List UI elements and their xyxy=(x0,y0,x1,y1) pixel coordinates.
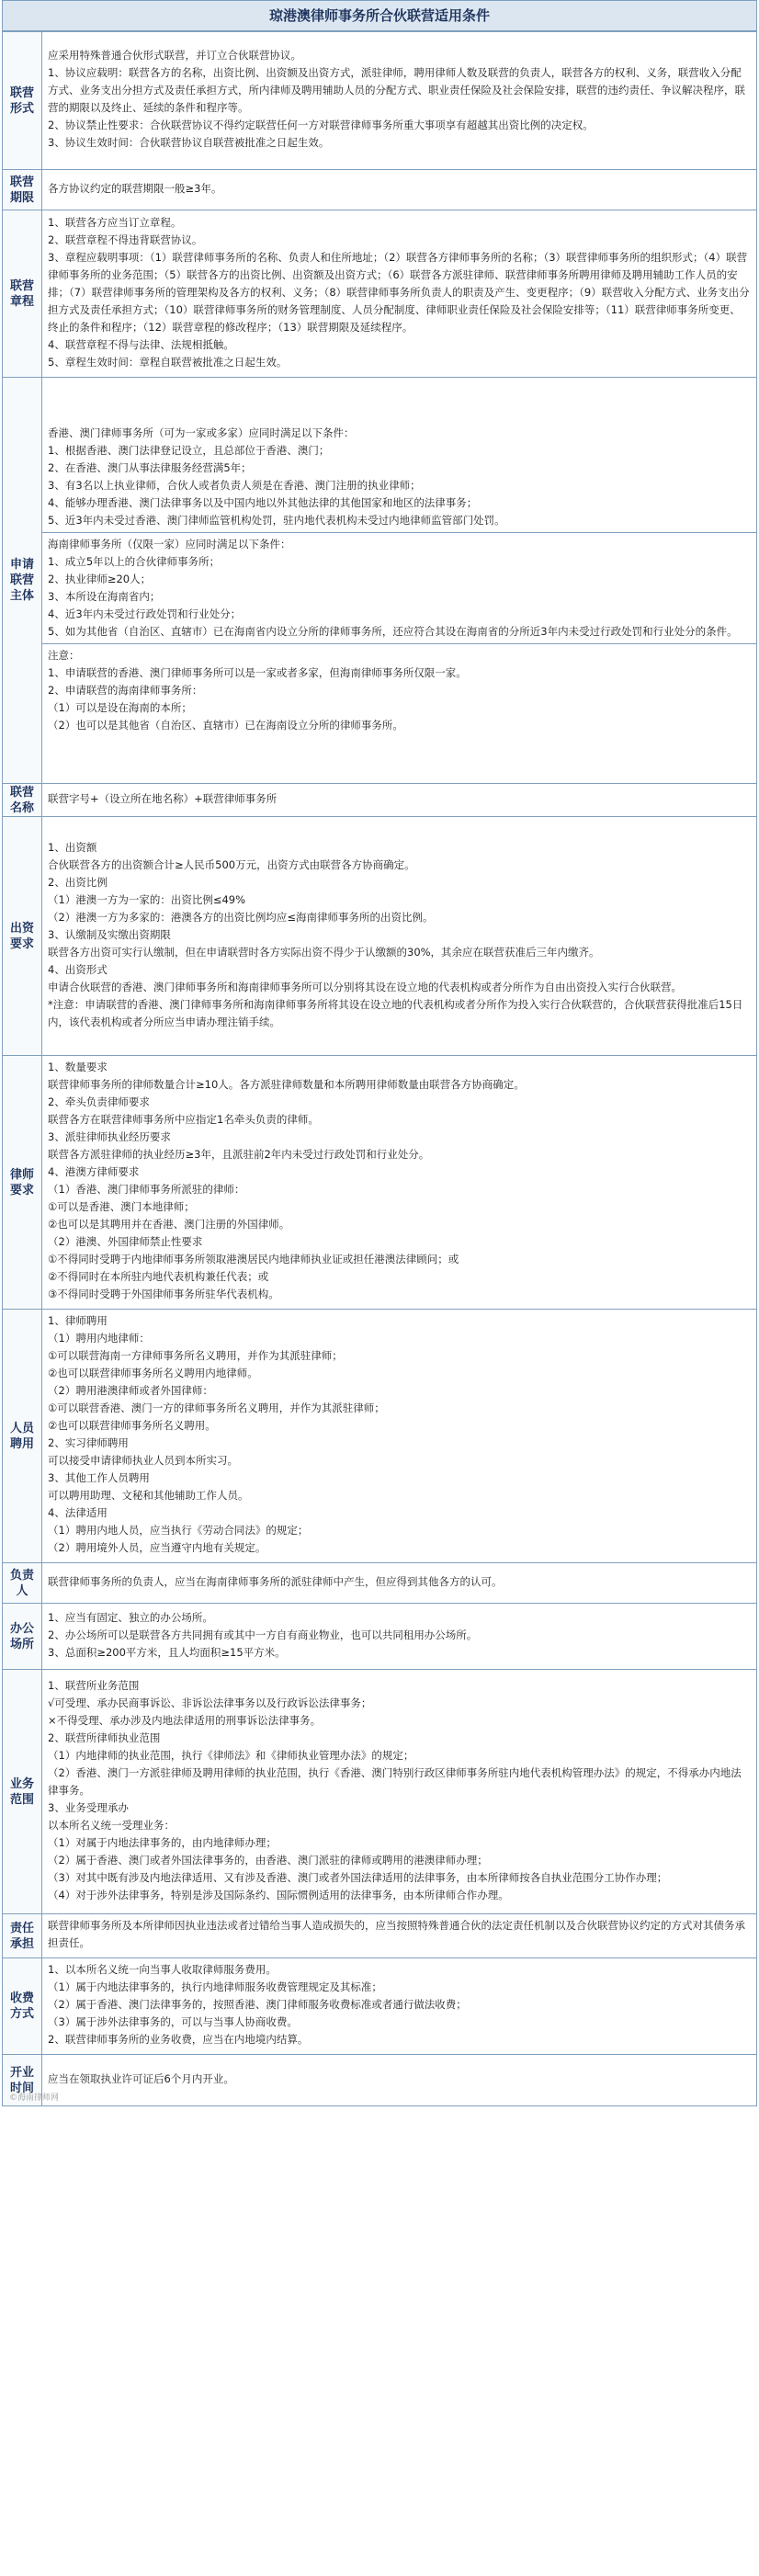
section-label-text: 责任承担 xyxy=(9,1921,34,1951)
content-line: 可以接受申请律师执业人员到本所实习。 xyxy=(48,1454,238,1467)
content-block xyxy=(42,180,756,200)
content-block xyxy=(42,1677,756,1907)
section-label xyxy=(3,817,42,1056)
content-line: 4、出资形式 xyxy=(48,962,108,976)
section-content xyxy=(42,784,757,817)
content-line: （3）对其中既有涉及内地法律适用、又有涉及香港、澳门或者外国法律适用的法律事务，由本所律师按各自执业范围分工协作办理； xyxy=(48,1870,668,1884)
content-line: 2、办公场所可以是联营各方共同拥有或其中一方自有商业物业，也可以共同租用办公场所。 xyxy=(48,1628,478,1641)
content-line: 联营律师事务所及本所律师因执业违法或者过错给当事人造成损失的，应当按照特殊普通合伙的法定责任机制以及合伙联营协议约定的方式对其债务承担责任。 xyxy=(48,1919,745,1949)
section-label xyxy=(3,1604,42,1670)
content-line: 2、执业律师≥20人； xyxy=(48,572,152,585)
content-block xyxy=(42,839,756,1034)
content-line: （1）聘用内地人员，应当执行《劳动合同法》的规定； xyxy=(48,1524,309,1537)
section-content xyxy=(42,1056,757,1310)
content-line: （2）也可以是其他省（自治区、直辖市）已在海南设立分所的律师事务所。 xyxy=(48,718,403,732)
content-line: （2）港澳一方为多家的：港澳各方的出资比例均应≤海南律师事务所的出资比例。 xyxy=(48,910,434,924)
content-line: 4、近3年内未受过行政处罚和行业处分； xyxy=(48,607,242,620)
content-line: ②也可以是其聘用并在香港、澳门注册的外国律师。 xyxy=(48,1218,290,1231)
content-line: 1、应当有固定、独立的办公场所。 xyxy=(48,1610,213,1624)
content-line: 3、认缴制及实缴出资期限 xyxy=(48,927,171,941)
content-line: 联营各方在联营律师事务所中应指定1名牵头负责的律师。 xyxy=(48,1113,319,1126)
content-line: 联营律师事务所的负责人，应当在海南律师事务所的派驻律师中产生，但应得到其他各方的认可。 xyxy=(48,1574,503,1588)
content-line: ①不得同时受聘于内地律师事务所领取港澳居民内地律师执业证或担任港澳法律顾问；或 xyxy=(48,1253,459,1265)
content-line: 香港、澳门律师事务所（可为一家或多家）应同时满足以下条件： xyxy=(48,426,355,439)
document-page xyxy=(2,0,757,2106)
section-label xyxy=(3,32,42,170)
content-line: 3、业务受理承办 xyxy=(48,1800,129,1814)
content-line: 可以聘用助理、文秘和其他辅助工作人员。 xyxy=(48,1489,249,1502)
content-line: 各方协议约定的联营期限一般≥3年。 xyxy=(48,181,222,195)
content-line: （1）聘用内地律师： xyxy=(48,1332,150,1345)
content-line: （1）内地律师的执业范围，执行《律师法》和《律师执业管理办法》的规定； xyxy=(48,1748,414,1762)
section-row xyxy=(3,1056,757,1310)
section-label xyxy=(3,1958,42,2055)
content-line: （1）属于内地法律事务的，执行内地律师服务收费管理规定及其标准； xyxy=(48,1980,382,1993)
content-line: （1）对属于内地法律事务的，由内地律师办理； xyxy=(48,1835,277,1849)
conditions-table xyxy=(2,31,757,2106)
section-row xyxy=(3,784,757,817)
section-content xyxy=(42,1958,757,2055)
content-line: 2、申请联营的海南律师事务所： xyxy=(48,683,203,697)
content-line: 1、申请联营的香港、澳门律师事务所可以是一家或者多家，但海南律师事务所仅限一家。 xyxy=(48,665,467,679)
section-row xyxy=(3,1670,757,1914)
content-line: 3、有3名以上执业律师，合伙人或者负责人须是在香港、澳门注册的执业律师； xyxy=(48,478,421,492)
section-row xyxy=(3,1914,757,1958)
content-block xyxy=(42,425,756,532)
document-title: 琼港澳律师事务所合伙联营适用条件 xyxy=(2,0,757,31)
section-content xyxy=(42,1604,757,1670)
content-line: （2）香港、澳门一方派驻律师及聘用律师的执业范围，执行《香港、澳门特别行政区律师事务所驻内地代表机构管理办法》的规定，不得承办内地法律事务。 xyxy=(48,1765,742,1797)
section-row xyxy=(3,1958,757,2055)
section-row xyxy=(3,32,757,170)
content-line: 1、成立5年以上的合伙律师事务所； xyxy=(48,554,221,568)
content-line: ③不得同时受聘于外国律师事务所驻华代表机构。 xyxy=(48,1288,279,1300)
section-label xyxy=(3,1056,42,1310)
content-line: 2、联营章程不得违背联营协议。 xyxy=(48,233,203,246)
content-line: ①可以是香港、澳门本地律师； xyxy=(48,1200,195,1213)
content-line: ①可以联营海南一方律师事务所名义聘用，并作为其派驻律师； xyxy=(48,1349,343,1362)
content-line: ②也可以联营律师事务所名义聘用内地律师。 xyxy=(48,1367,258,1379)
content-line: （2）属于香港、澳门法律事务的，按照香港、澳门律师服务收费标准或者通行做法收费； xyxy=(48,1998,467,2011)
content-line: 联营律师事务所的律师数量合计≥10人。各方派驻律师数量和本所聘用律师数量由联营各方协商确定。 xyxy=(48,1078,525,1091)
section-label xyxy=(3,784,42,817)
content-line: 5、近3年内未受过香港、澳门律师监管机构处罚，驻内地代表机构未受过内地律师监管部门处罚。 xyxy=(48,513,505,527)
content-line: 4、能够办理香港、澳门法律事务以及中国内地以外其他法律的其他国家和地区的法律事务； xyxy=(48,495,478,509)
content-line: 1、联营各方应当订立章程。 xyxy=(48,215,182,229)
content-block xyxy=(42,2071,756,2091)
content-line: 3、章程应载明事项：（1）联营律师事务所的名称、负责人和住所地址；（2）联营各方律师事务所的名称；（3）联营律师事务所的组织形式；（4）联营律师事务所的业务范围；（5）联营各方的出资比例、出资额及出资方式；（6）联营各方派驻律师、联营律师事务所聘用律师及聘用辅助工作人员的安排；（7）联营律师事务所的管理架构及各方的权利、义务；（8）联营律师事务所负责人的职责及产生、变更程序；（9）联营收入分配方式、业务支出分担方式及责任承担方式；（10）联营律师事务所的财务管理制度、人员分配制度、律师职业责任保险及社会保险安排等；（11）联营律师事务所变更、终止的条件和程序；（12）联营章程的修改程序；（13）联营期限及延续程序。 xyxy=(48,250,750,334)
section-label xyxy=(3,1310,42,1563)
content-line: 1、协议应载明：联营各方的名称，出资比例、出资额及出资方式，派驻律师，聘用律师人数及联营的负责人，联营各方的权利、义务，联营收入分配方式、业务支出分担方式及责任承担方式，所内律师及聘用辅助人员的分配方式、职业责任保险及社会保险安排，联营的违约责任、争议解决程序，联营的期限以及终止、延续的条件和程序等。 xyxy=(48,66,745,114)
content-line: 申请合伙联营的香港、澳门律师事务所和海南律师事务所可以分别将其设在设立地的代表机构或者分所作为自由出资投入实行合伙联营。 xyxy=(48,980,682,993)
section-label-text: 开业时间 xyxy=(9,2065,34,2095)
section-row xyxy=(3,1563,757,1604)
content-block xyxy=(42,47,756,154)
content-line: 3、本所设在海南省内； xyxy=(48,589,161,603)
content-block xyxy=(42,1059,756,1306)
conditions-table-body xyxy=(3,32,757,2106)
content-block xyxy=(42,532,756,643)
content-line: （2）属于香港、澳门或者外国法律事务的，由香港、澳门派驻的律师或聘用的港澳律师办理； xyxy=(48,1853,488,1867)
content-line: 3、派驻律师执业经历要求 xyxy=(48,1130,171,1143)
content-line: 2、联营所律师执业范围 xyxy=(48,1731,161,1744)
content-line: 4、法律适用 xyxy=(48,1506,108,1519)
content-line: （2）聘用境外人员，应当遵守内地有关规定。 xyxy=(48,1541,266,1554)
content-line: 5、如为其他省（自治区、直辖市）已在海南省内设立分所的律师事务所，还应符合其设在海南省的分所近3年内未受过行政处罚和行业处分的条件。 xyxy=(48,624,738,638)
content-block xyxy=(42,643,756,737)
content-line: √可受理、承办民商事诉讼、非诉讼法律事务以及行政诉讼法律事务； xyxy=(48,1696,372,1709)
content-line: 以本所名义统一受理业务： xyxy=(48,1818,175,1832)
content-line: （3）属于涉外法律事务的，可以与当事人协商收费。 xyxy=(48,2015,298,2028)
section-label xyxy=(3,1670,42,1914)
section-content xyxy=(42,210,757,378)
content-line: （1）港澳一方为一家的：出资比例≤49% xyxy=(48,892,246,906)
section-content xyxy=(42,32,757,170)
section-label-text: 办公场所 xyxy=(9,1621,34,1651)
section-row xyxy=(3,170,757,210)
content-line: 3、总面积≥200平方米，且人均面积≥15平方米。 xyxy=(48,1645,286,1659)
section-content xyxy=(42,1670,757,1914)
section-content xyxy=(42,170,757,210)
content-line: 3、协议生效时间：合伙联营协议自联营被批准之日起生效。 xyxy=(48,136,330,149)
content-line: 4、联营章程不得与法律、法规相抵触。 xyxy=(48,337,234,351)
content-line: 2、牵头负责律师要求 xyxy=(48,1095,150,1108)
section-row xyxy=(3,378,757,784)
section-label-text: 律师要求 xyxy=(9,1167,34,1197)
content-line: 2、联营律师事务所的业务收费，应当在内地境内结算。 xyxy=(48,2033,309,2046)
section-row xyxy=(3,1604,757,1670)
section-content xyxy=(42,1310,757,1563)
content-line: 应采用特殊普通合伙形式联营，并订立合伙联营协议。 xyxy=(48,49,301,62)
section-label-text: 联营名称 xyxy=(9,785,34,815)
content-block xyxy=(42,1609,756,1664)
content-line: 合伙联营各方的出资额合计≥人民币500万元，出资方式由联营各方协商确定。 xyxy=(48,857,415,871)
content-line: 2、出资比例 xyxy=(48,875,108,889)
content-line: 1、联营所业务范围 xyxy=(48,1678,140,1692)
content-block xyxy=(42,790,756,811)
section-row xyxy=(3,2055,757,2106)
section-label-text: 出资要求 xyxy=(9,921,34,951)
section-label-text: 联营形式 xyxy=(9,85,34,116)
section-content xyxy=(42,2055,757,2106)
content-block xyxy=(42,1917,756,1955)
content-line: 联营各方派驻律师的执业经历≥3年，且派驻前2年内未受过行政处罚和行业处分。 xyxy=(48,1148,430,1161)
content-line: （4）对于涉外法律事务，特别是涉及国际条约、国际惯例适用的法律事务，由本所律师合作办理。 xyxy=(48,1888,509,1901)
content-line: （2）港澳、外国律师禁止性要求 xyxy=(48,1235,203,1248)
content-line: 4、港澳方律师要求 xyxy=(48,1165,140,1178)
section-label-text: 收费方式 xyxy=(9,1992,34,2021)
section-content xyxy=(42,1914,757,1958)
section-label-text: 联营期限 xyxy=(9,175,34,205)
section-row xyxy=(3,1310,757,1563)
watermark: ©海南律师网 xyxy=(9,2094,60,2103)
content-line: 注意： xyxy=(48,648,80,662)
section-label xyxy=(3,210,42,378)
section-label-text: 申请联营主体 xyxy=(9,558,34,603)
content-line: 5、章程生效时间：章程自联营被批准之日起生效。 xyxy=(48,355,288,369)
content-block xyxy=(42,1961,756,2051)
content-line: （2）聘用港澳律师或者外国律师： xyxy=(48,1384,213,1397)
content-block xyxy=(42,1312,756,1560)
content-line: ①可以联营香港、澳门一方的律师事务所名义聘用，并作为其派驻律师； xyxy=(48,1401,385,1414)
section-row xyxy=(3,210,757,378)
content-block xyxy=(42,1573,756,1594)
content-line: （1）可以是设在海南的本所； xyxy=(48,700,192,714)
content-line: 2、在香港、澳门从事法律服务经营满5年； xyxy=(48,460,252,474)
content-line: ②也可以联营律师事务所名义聘用。 xyxy=(48,1419,216,1432)
content-line: 3、其他工作人员聘用 xyxy=(48,1471,150,1484)
content-line: 1、根据香港、澳门法律登记设立，且总部位于香港、澳门； xyxy=(48,443,330,457)
content-line: 联营各方出资可实行认缴制，但在申请联营时各方实际出资不得少于认缴额的30%，其余应在联营获准后三年内缴齐。 xyxy=(48,945,600,959)
content-line: 2、协议禁止性要求：合伙联营协议不得约定联营任何一方对联营律师事务所重大事项享有超越其出资比例的决定权。 xyxy=(48,119,594,131)
content-line: 1、以本所名义统一向当事人收取律师服务费用。 xyxy=(48,1963,277,1976)
content-line: 1、律师聘用 xyxy=(48,1314,108,1327)
content-block xyxy=(42,214,756,374)
content-line: 1、数量要求 xyxy=(48,1061,108,1073)
content-line: （1）香港、澳门律师事务所派驻的律师： xyxy=(48,1183,245,1196)
content-line: 联营字号+（设立所在地名称）+联营律师事务所 xyxy=(48,791,278,805)
section-content xyxy=(42,1563,757,1604)
section-content xyxy=(42,817,757,1056)
content-line: ②不得同时在本所驻内地代表机构兼任代表；或 xyxy=(48,1270,269,1283)
section-row xyxy=(3,817,757,1056)
section-content xyxy=(42,378,757,784)
section-label-text: 业务范围 xyxy=(9,1776,34,1807)
section-label xyxy=(3,378,42,784)
content-line: *注意：申请联营的香港、澳门律师事务所和海南律师事务所将其设在设立地的代表机构或者分所作为投入实行合伙联营的，合伙联营获得批准后15日内，该代表机构或者分所应当申请办理注销手续。 xyxy=(48,997,743,1028)
content-line: ×不得受理、承办涉及内地法律适用的刑事诉讼法律事务。 xyxy=(48,1713,322,1727)
section-label xyxy=(3,1563,42,1604)
content-line: 海南律师事务所（仅限一家）应同时满足以下条件： xyxy=(48,537,291,550)
section-label-text: 联营章程 xyxy=(9,278,34,309)
section-label xyxy=(3,1914,42,1958)
section-label xyxy=(3,170,42,210)
content-line: 应当在领取执业许可证后6个月内开业。 xyxy=(48,2071,234,2085)
content-line: 2、实习律师聘用 xyxy=(48,1436,129,1449)
section-label-text: 负责人 xyxy=(9,1568,34,1598)
section-label-text: 人员聘用 xyxy=(9,1421,34,1451)
content-line: 1、出资额 xyxy=(48,840,97,854)
